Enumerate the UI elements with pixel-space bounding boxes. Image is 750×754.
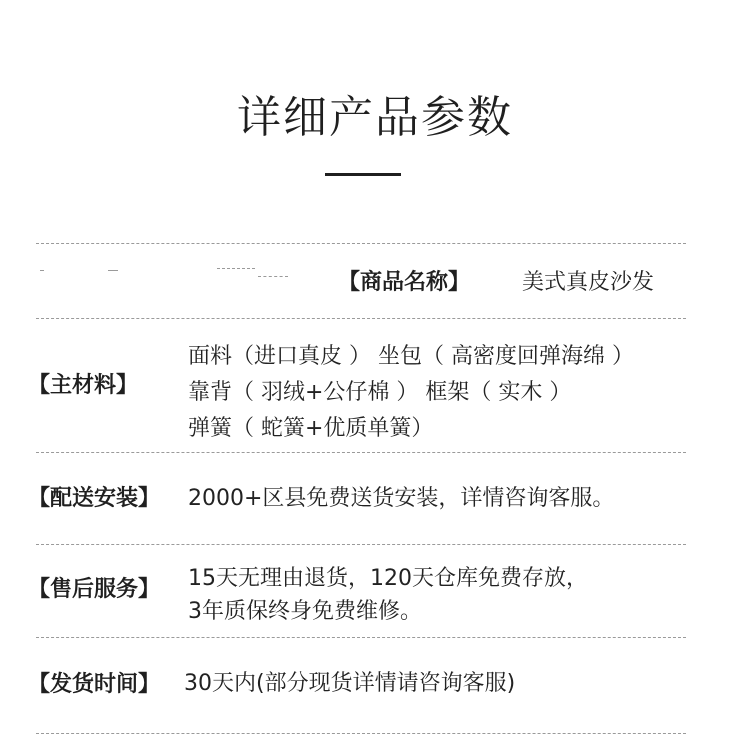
product-name-value: 美式真皮沙发 [522,270,655,295]
product-name-label: 【商品名称】 [338,270,471,295]
scan-artifact [217,268,255,269]
after-sales-label: 【售后服务】 [28,577,161,602]
divider-2 [36,318,686,319]
materials-line: 靠背（ 羽绒+公仔棉 ） 框架（ 实木 ） [188,380,572,405]
divider-1 [36,243,686,244]
scan-artifact [40,270,44,271]
delivery-install-label: 【配送安装】 [28,486,161,511]
delivery-install-value: 2000+区县免费送货安装，详情咨询客服。 [188,486,615,511]
materials-line: 弹簧（ 蛇簧+优质单簧） [188,416,434,441]
materials-label: 【主材料】 [28,373,139,398]
materials-line: 面料（进口真皮 ） 坐包（ 高密度回弹海绵 ） [188,344,634,369]
divider-3 [36,452,686,453]
divider-6 [36,733,686,734]
scan-artifact [108,270,118,271]
shipping-time-value: 30天内(部分现货详情请咨询客服) [184,671,516,696]
after-sales-line: 15天无理由退货，120天仓库免费存放， [188,566,588,591]
divider-4 [36,544,686,545]
scan-artifact [258,276,288,277]
divider-5 [36,637,686,638]
after-sales-line: 3年质保终身免费维修。 [188,599,422,624]
page-title: 详细产品参数 [237,92,513,143]
title-underline [325,173,401,176]
shipping-time-label: 【发货时间】 [28,672,161,697]
